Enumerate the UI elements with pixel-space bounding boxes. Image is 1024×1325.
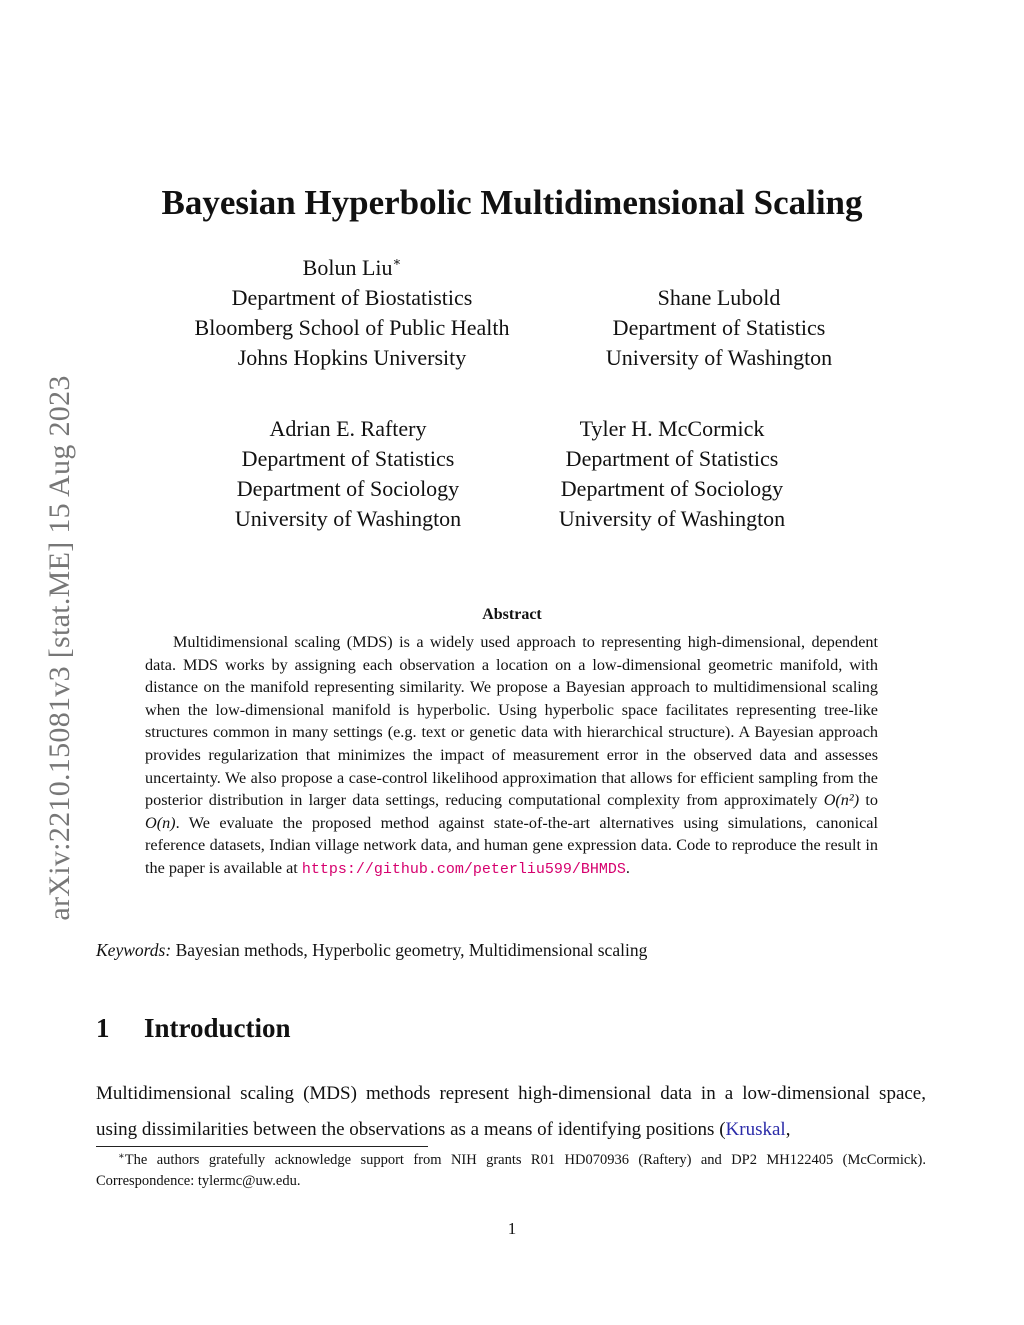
- author-block-lubold: [606, 283, 832, 373]
- author-affiliation: Bloomberg School of Public Health: [194, 315, 510, 340]
- author-name: Adrian E. Raftery: [269, 416, 427, 441]
- section-number: 1: [96, 1013, 110, 1043]
- author-name: Bolun Liu∗: [302, 254, 402, 280]
- paper-title: Bayesian Hyperbolic Multidimensional Scaling: [161, 183, 863, 222]
- page-number: 1: [507, 1219, 517, 1238]
- author-block-mccormick: [559, 414, 785, 534]
- github-code-link[interactable]: https://github.com/peterliu599/BHMDS: [301, 860, 626, 878]
- abstract-text: Multidimensional scaling (MDS) is a widely used approach to representing high-dimensional, dependent data. MDS works by assigning each observation a location on a low-dimensional geometric manifold, with distance on the manifold representing similarity. We propose a Bayesian approach to multidimensional scaling when the low-dimensional manifold is hyperbolic. Using hyperbolic space facilitates representing tree-like structures common in many settings (e.g. text or genetic data with hierarchical structure). A Bayesian approach provides regularization that minimizes the impact of measurement error in the observed data and assesses uncertainty. We also propose a case-control likelihood approximation that allows for efficient sampling from the posterior distribution in larger data settings, reducing computational complexity from approximately O(n²) to O(n). We evaluate the proposed method against state-of-the-art alternatives using simulations, canonical reference datasets, Indian village network data, and human gene expression data. Code to reproduce the result in the paper is available at https://github.com/peterliu599/BHMDS.: [145, 633, 879, 878]
- author-name: Shane Lubold: [657, 285, 781, 310]
- author-affiliation: Department of Sociology: [560, 476, 784, 501]
- footnote-marker: ∗: [392, 254, 402, 269]
- citation-link-kruskal[interactable]: Kruskal: [725, 1119, 786, 1140]
- author-affiliation: Department of Statistics: [241, 446, 455, 471]
- author-name: Tyler H. McCormick: [579, 416, 765, 441]
- arxiv-identifier-stamp: arXiv:2210.15081v3 [stat.ME] 15 Aug 2023: [43, 375, 76, 921]
- footnote: ∗The authors gratefully acknowledge support from NIH grants R01 HD070936 (Raftery) and DP2 MH122405 (McCormick). Correspondence: tylermc@uw.edu.: [96, 1151, 926, 1189]
- author-affiliation: Department of Sociology: [236, 476, 460, 501]
- introduction-paragraph: Multidimensional scaling (MDS) methods represent high-dimensional data in a low-dimensional space, using dissimilarities between the observations as a means of identifying positions (Kruskal,: [96, 1083, 926, 1140]
- footnote-divider: [96, 1146, 428, 1147]
- author-affiliation: University of Washington: [558, 506, 786, 531]
- footnote-marker: ∗: [118, 1151, 125, 1162]
- author-affiliation: University of Washington: [234, 506, 462, 531]
- author-affiliation: Department of Statistics: [612, 315, 826, 340]
- math-complexity-quadratic: O(n²): [823, 791, 860, 810]
- author-affiliation: Department of Statistics: [565, 446, 779, 471]
- author-affiliation: Johns Hopkins University: [237, 345, 467, 370]
- keywords-line: [96, 940, 926, 961]
- section-title: Introduction: [144, 1013, 291, 1043]
- author-affiliation: University of Washington: [605, 345, 833, 370]
- keywords-label: Keywords:: [96, 940, 172, 960]
- author-affiliation: Department of Biostatistics: [231, 285, 473, 310]
- math-complexity-linear: O(n): [145, 813, 176, 832]
- section-heading-introduction: [96, 1013, 291, 1044]
- abstract-heading: Abstract: [482, 606, 542, 623]
- author-block-liu: [195, 253, 510, 373]
- keywords-text: Bayesian methods, Hyperbolic geometry, Multidimensional scaling: [175, 940, 648, 960]
- author-block-raftery: [235, 414, 461, 534]
